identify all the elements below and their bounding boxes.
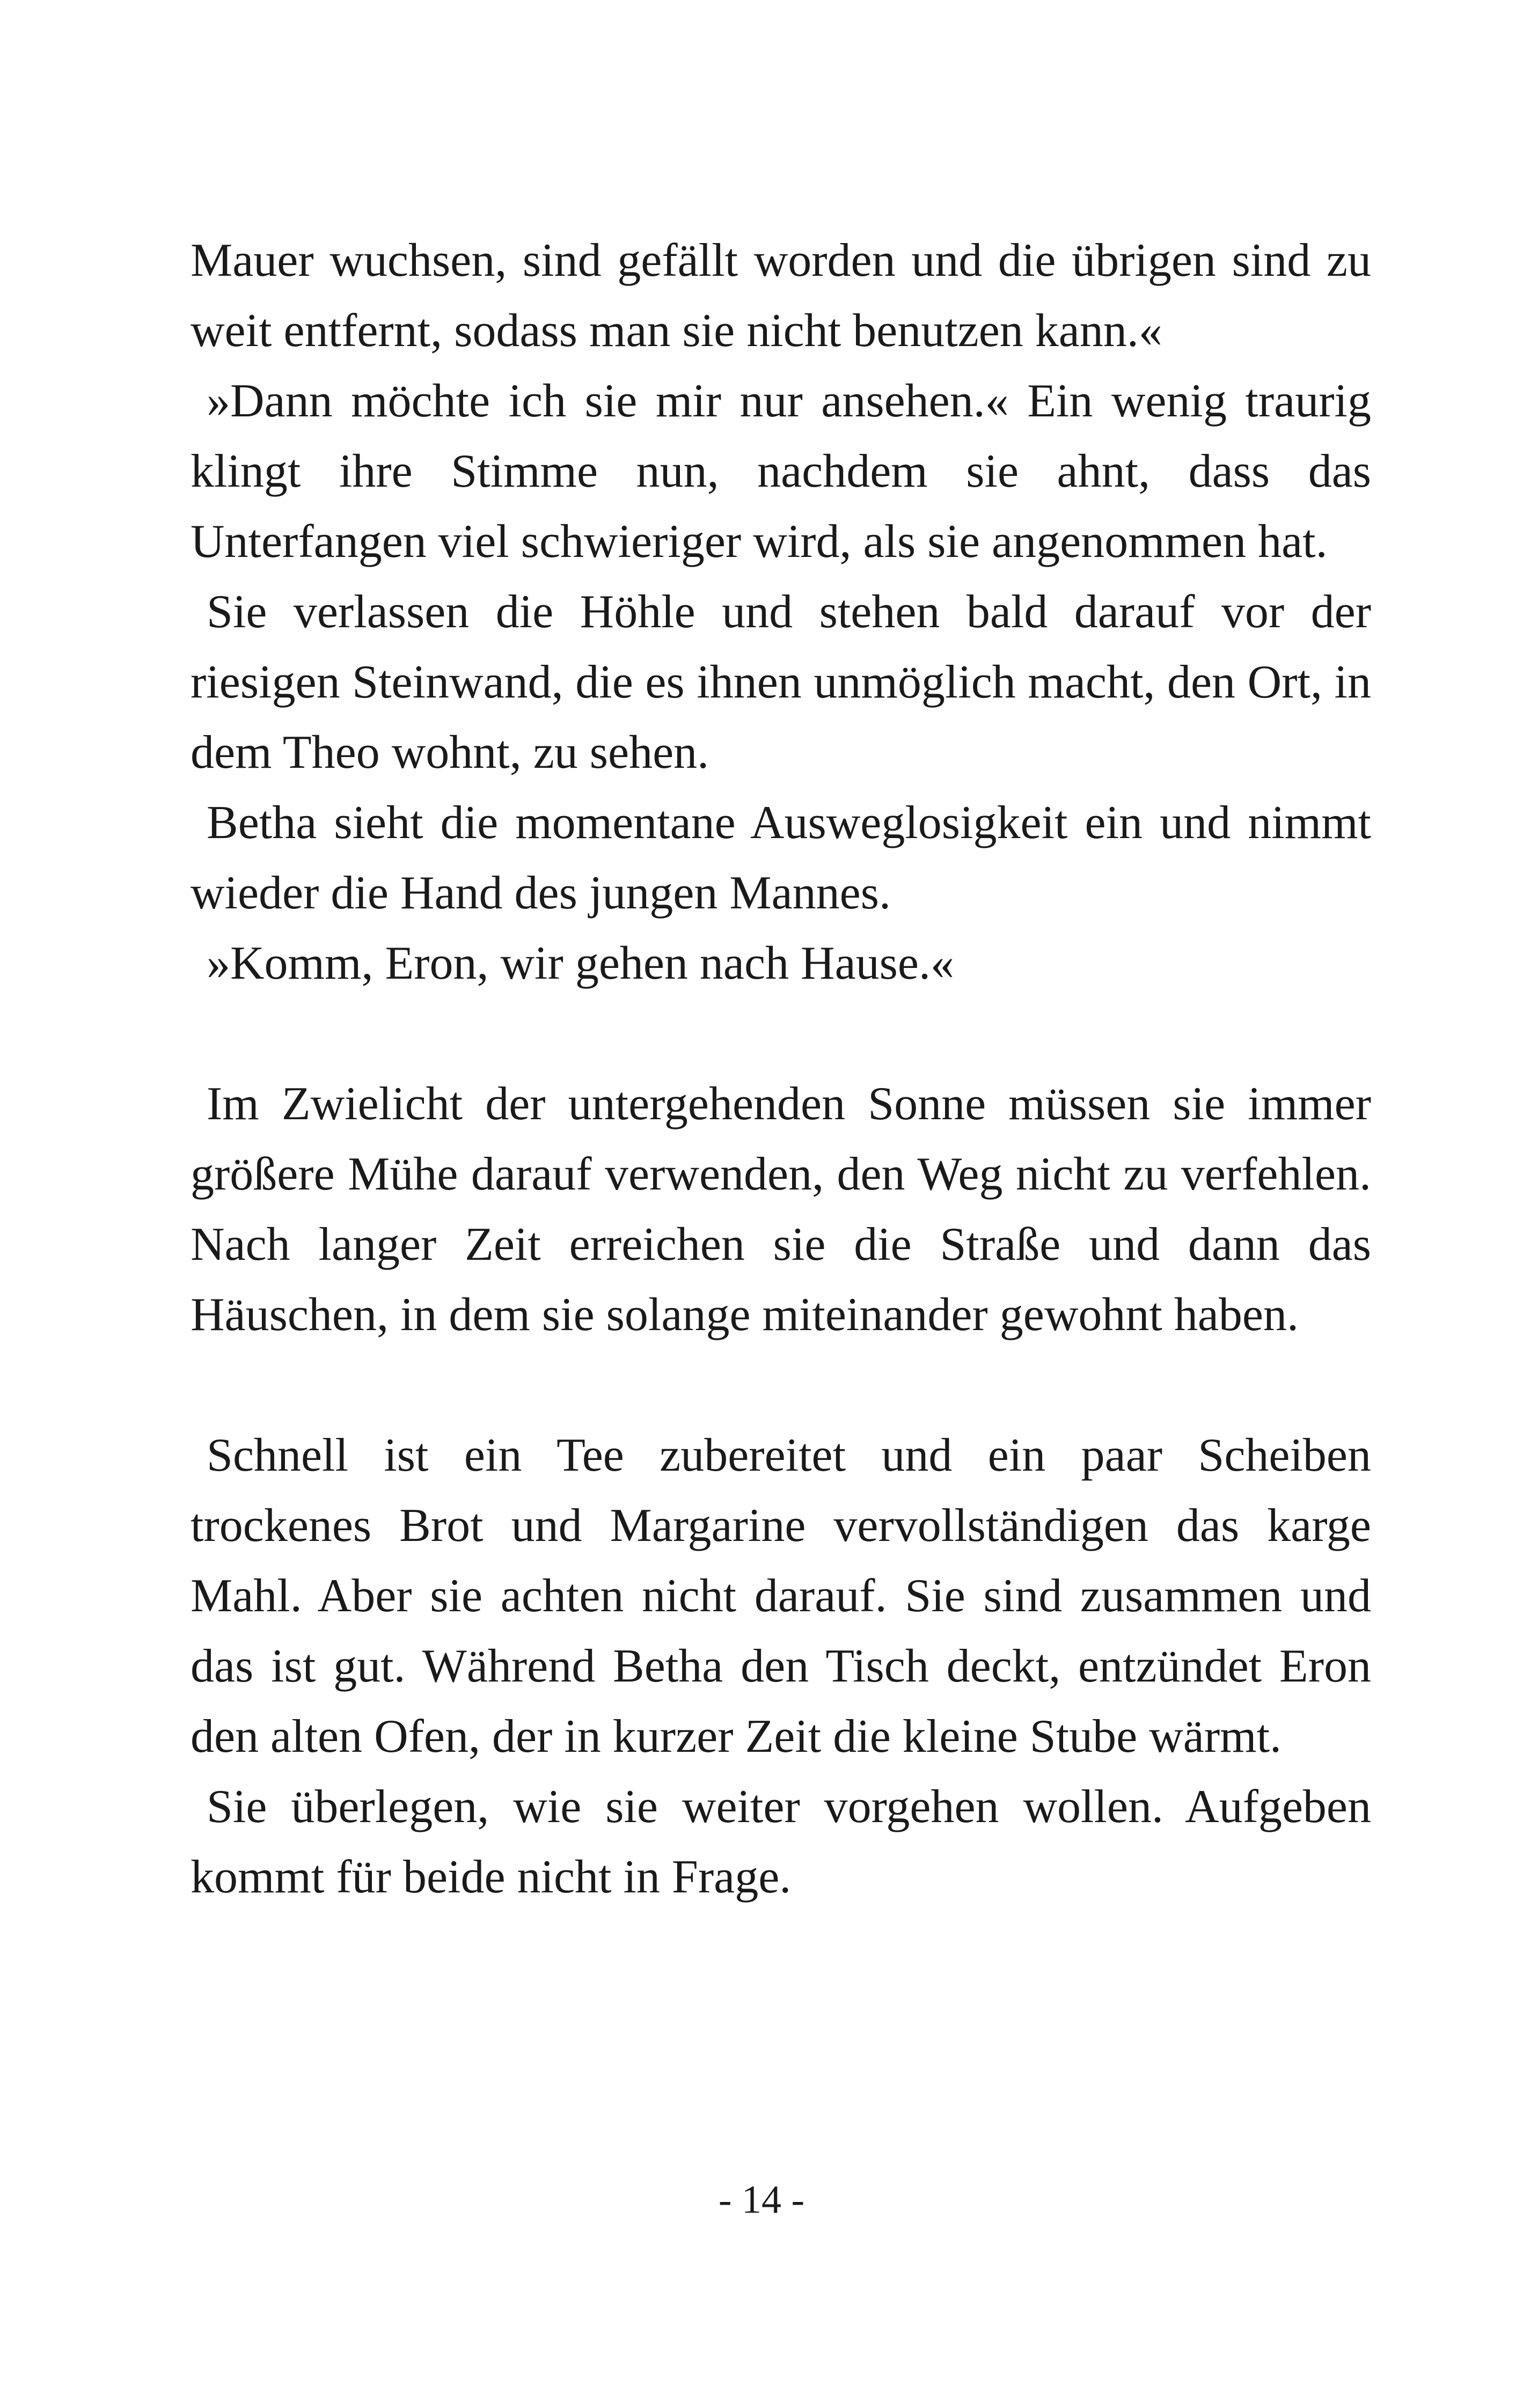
paragraph: Mauer wuchsen, sind gefällt worden und die übrigen sind zu weit entfernt, sodass man sie nicht benutzen kann.« — [191, 234, 1371, 357]
paragraph: »Komm, Eron, wir gehen nach Hause.« — [207, 937, 954, 989]
page-number: - 14 - — [718, 2178, 805, 2222]
paragraph: Betha sieht die momentane Ausweglosigkeit ein und nimmt wieder die Hand des jungen Mannes. — [191, 797, 1371, 919]
page-body-text — [191, 225, 1371, 1912]
paragraph: Sie verlassen die Höhle und stehen bald darauf vor der riesigen Steinwand, die es ihnen unmöglich macht, den Ort, in dem Theo wohnt, zu sehen. — [191, 586, 1371, 779]
paragraph: Sie überlegen, wie sie weiter vorgehen wollen. Aufgeben kommt für beide nicht in Frage. — [191, 1781, 1371, 1903]
paragraph: Im Zwielicht der untergehenden Sonne müssen sie immer größere Mühe darauf verwenden, den Weg nicht zu verfehlen. Nach langer Zeit erreichen sie die Straße und dann das Häuschen, in dem sie solange miteinander gewohnt haben. — [191, 1078, 1371, 1341]
paragraph: Schnell ist ein Tee zubereitet und ein paar Scheiben trockenes Brot und Margarine vervollständigen das karge Mahl. Aber sie achten nicht darauf. Sie sind zusammen und das ist gut. Während Betha den Tisch deckt, entzündet Eron den alten Ofen, der in kurzer Zeit die kleine Stube wärmt. — [191, 1429, 1371, 1763]
paragraph: »Dann möchte ich sie mir nur ansehen.« Ein wenig traurig klingt ihre Stimme nun, nachdem sie ahnt, dass das Unterfangen viel schwieriger wird, als sie angenommen hat. — [191, 375, 1371, 568]
